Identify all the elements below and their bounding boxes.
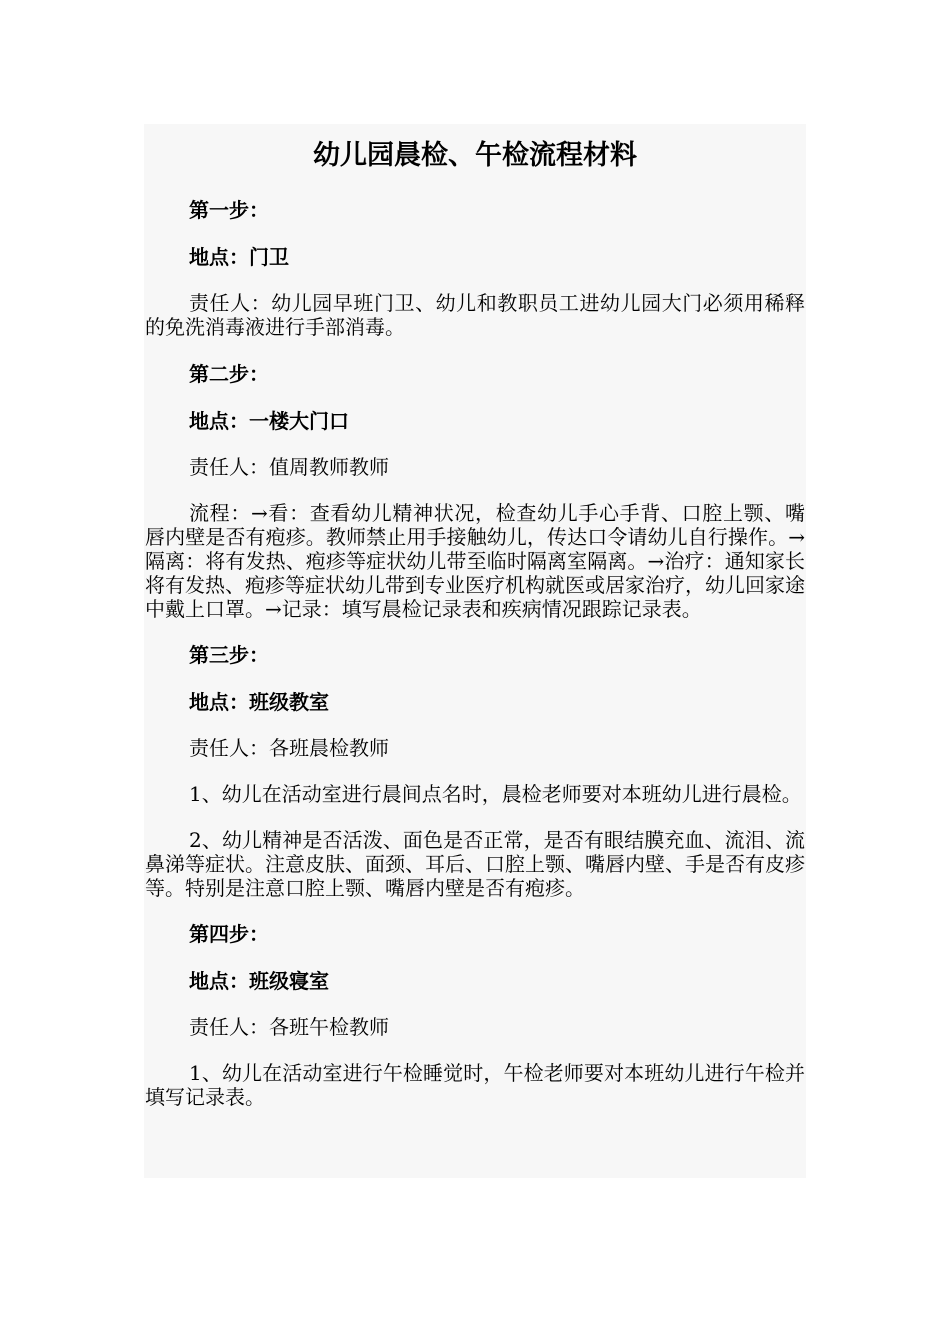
step-3-paragraph-3: 2、幼儿精神是否活泼、面色是否正常，是否有眼结膜充血、流泪、流鼻涕等症状。注意皮肤、面颈、耳后、口腔上颚、嘴唇内壁、手是否有皮疹等。特别是注意口腔上颚、嘴唇内壁是否有疱疹。 xyxy=(145,828,805,900)
step-3-paragraph-2: 1、幼儿在活动室进行晨间点名时，晨检老师要对本班幼儿进行晨检。 xyxy=(189,782,802,806)
step-2-place: 地点：一楼大门口 xyxy=(189,409,349,433)
document-title: 幼儿园晨检、午检流程材料 xyxy=(313,140,637,171)
step-2-heading: 第二步： xyxy=(189,362,269,386)
step-4-place: 地点：班级寝室 xyxy=(189,969,329,993)
step-3-place: 地点：班级教室 xyxy=(189,690,329,714)
step-2-paragraph-2: 流程：→看：查看幼儿精神状况，检查幼儿手心手背、口腔上颚、嘴唇内壁是否有疱疹。教师禁止用手接触幼儿，传达口令请幼儿自行操作。→隔离：将有发热、疱疹等症状幼儿带至临时隔离室隔离。→治疗：通知家长将有发热、疱疹等症状幼儿带到专业医疗机构就医或居家治疗，幼儿回家途中戴上口罩。→记录：填写晨检记录表和疾病情况跟踪记录表。 xyxy=(145,501,805,621)
step-4-paragraph-1: 责任人：各班午检教师 xyxy=(189,1015,389,1039)
step-4-heading: 第四步： xyxy=(189,922,269,946)
step-1-paragraph-1: 责任人：幼儿园早班门卫、幼儿和教职员工进幼儿园大门必须用稀释的免洗消毒液进行手部消毒。 xyxy=(145,291,805,339)
step-2-paragraph-1: 责任人：值周教师教师 xyxy=(189,455,389,479)
step-3-paragraph-1: 责任人：各班晨检教师 xyxy=(189,736,389,760)
step-1-heading: 第一步： xyxy=(189,198,269,222)
step-1-place: 地点：门卫 xyxy=(189,245,289,269)
document-page xyxy=(144,124,806,1178)
step-3-heading: 第三步： xyxy=(189,643,269,667)
step-4-paragraph-2: 1、幼儿在活动室进行午检睡觉时，午检老师要对本班幼儿进行午检并填写记录表。 xyxy=(145,1061,805,1109)
